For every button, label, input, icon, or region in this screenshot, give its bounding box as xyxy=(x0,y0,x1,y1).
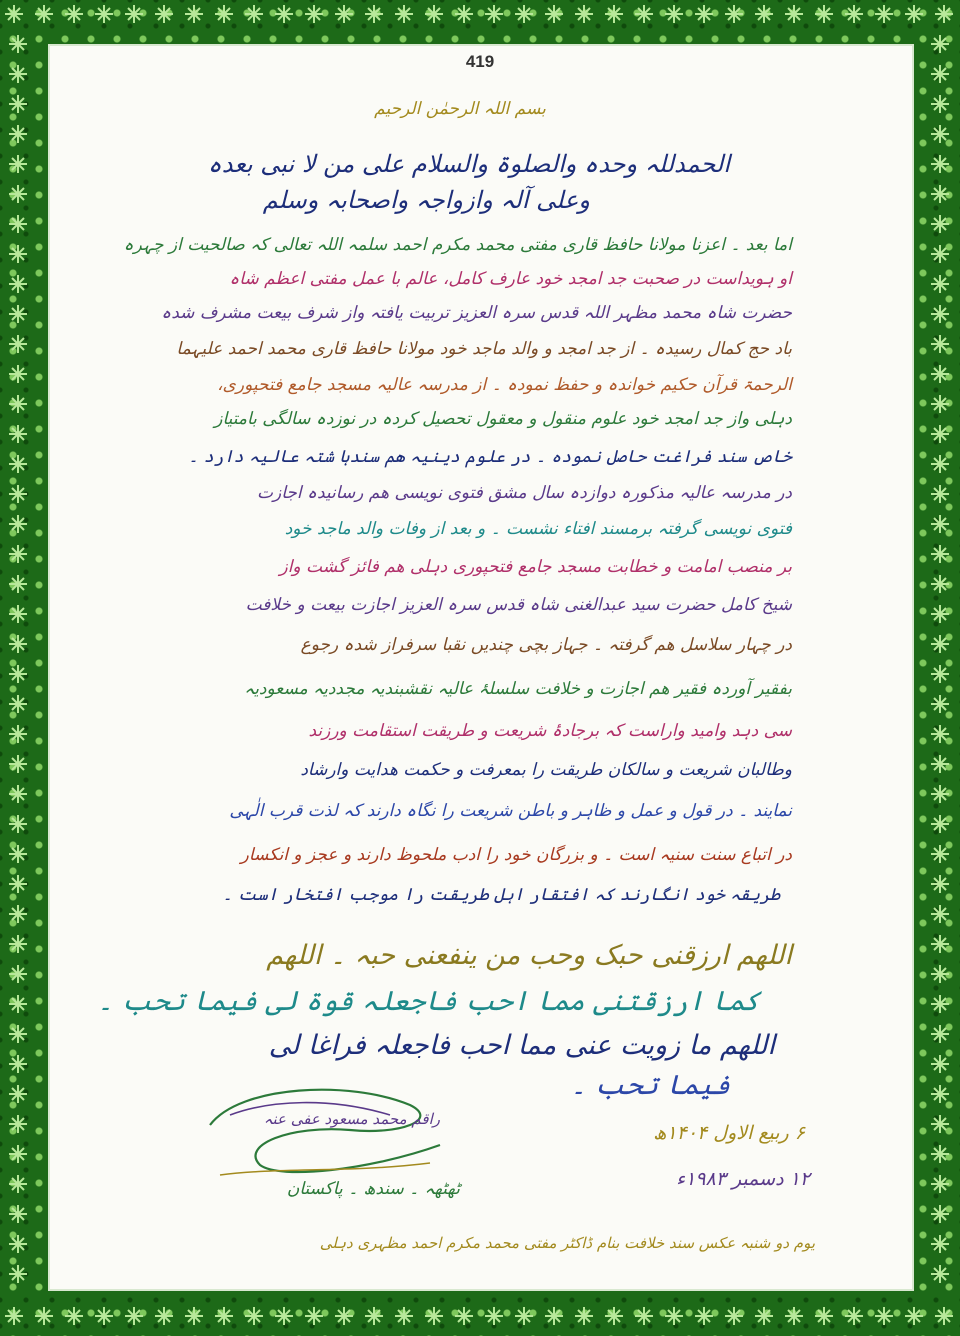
body-line: فتوی نویسی گرفتہ برمسند افتاء نشست ۔ و بعد از وفات والد ماجد خود xyxy=(284,519,792,539)
body-line: خاص سند فراغت حاصل نمودہ ۔ در علوم دینیہ هم سندہا شتہ عالیہ دارد ۔ xyxy=(188,447,792,467)
body-line: او ہویداست در صحبت جد امجد خود عارف کامل، عالم با عمل مفتی اعظم شاہ xyxy=(229,269,792,289)
body-line: نمایند ۔ در قول و عمل و ظاہر و باطن شریعت را نگاہ دارند کہ لذت قرب الٰہی xyxy=(229,801,792,821)
body-line: شیخ کامل حضرت سید عبدالغنی شاہ قدس سرہ العزیز اجازت بیعت و خلافت xyxy=(245,595,792,615)
dua-line-1: اللھم ارزقنی حبک وحب من ینفعنی حبہ ۔ اللھم xyxy=(266,940,792,971)
dua-line-3: اللھم ما زویت عنی مما احب فاجعلہ فراغا لی xyxy=(268,1030,775,1061)
opening-line-1: الحمدللہ وحدہ والصلوۃ والسلام علی من لا نبی بعدہ xyxy=(207,150,730,178)
signatory-name: راقم محمد مسعود عفی عنہ xyxy=(263,1110,440,1128)
dua-line-4: فیما تحب ۔ xyxy=(570,1070,730,1101)
certificate-paper xyxy=(48,44,914,1291)
opening-line-2: وعلی آلہ وازواجہ واصحابہ وسلم xyxy=(262,186,590,214)
body-line: الرحمۃ قرآن حکیم خواندہ و حفظ نمودہ ۔ از مدرسہ عالیہ مسجد جامع فتحپوری، xyxy=(217,375,792,395)
body-line: وطالبان شریعت و سالکان طریقت را بمعرفت و حکمت هدایت وارشاد xyxy=(300,760,792,780)
body-line: حضرت شاہ محمد مظہر اللہ قدس سرہ العزیز تربیت یافتہ واز شرف بیعت مشرف شدہ xyxy=(161,303,792,323)
body-line: دہلی واز جد امجد خود علوم منقول و معقول تحصیل کردہ در نوزدہ سالگی بامتیاز xyxy=(214,409,792,429)
basmala: بسم اللہ الرحمٰن الرحیم xyxy=(374,99,546,119)
body-line: طریقہ خود انگارند کہ افتقار اہل طریقت را موجب افتخار است ۔ xyxy=(222,885,780,905)
date-gregorian: ۱۲ دسمبر ۱۹۸۳ء xyxy=(676,1168,810,1190)
date-hijri: ۶ ربیع الاول ۱۴۰۴ھ xyxy=(653,1122,805,1144)
body-line: در مدرسہ عالیہ مذکورہ دوازدہ سال مشق فتوی نویسی هم رسانیدہ اجازت xyxy=(256,483,792,503)
footer-note: یوم دو شنبہ عکس سند خلافت بنام ڈاکٹر مفتی محمد مکرم احمد مظہری دہلی xyxy=(319,1234,815,1252)
page-number: 419 xyxy=(465,52,495,71)
dua-line-2: کما ارزقتنی مما احب فاجعلہ قوۃ لی فیما تحب ۔ xyxy=(97,986,760,1017)
body-line: سی دہد وامید واراست کہ برجادۂ شریعت و طریقت استقامت ورزند xyxy=(308,721,792,741)
signatory-place: ٹھٹھہ ۔ سندھ ۔ پاکستان xyxy=(286,1179,460,1199)
body-line: بر منصب امامت و خطابت مسجد جامع فتحپوری دہلی هم فائز گشت واز xyxy=(279,557,792,577)
body-line: بفقیر آوردہ فقیر هم اجازت و خلافت سلسلۂ عالیہ نقشبندیہ مجددیہ مسعودیہ xyxy=(244,679,792,699)
body-line: در اتباع سنت سنیہ است ۔ و بزرگان خود را ادب ملحوظ دارند و عجز و انکسار xyxy=(240,845,792,865)
body-line: اما بعد ۔ اعزنا مولانا حافظ قاری مفتی محمد مکرم احمد سلمہ اللہ تعالی کہ صالحیت از چہرہ xyxy=(123,235,792,255)
body-line: باد حج کمال رسیدہ ۔ از جد امجد و والد ماجد خود مولانا حافظ قاری محمد احمد علیہما xyxy=(176,339,792,359)
signature-flourish xyxy=(200,1075,450,1185)
body-line: در چہار سلاسل هم گرفتہ ۔ جہاز بچی چندیں نقبا سرفراز شدہ رجوع xyxy=(300,635,792,655)
